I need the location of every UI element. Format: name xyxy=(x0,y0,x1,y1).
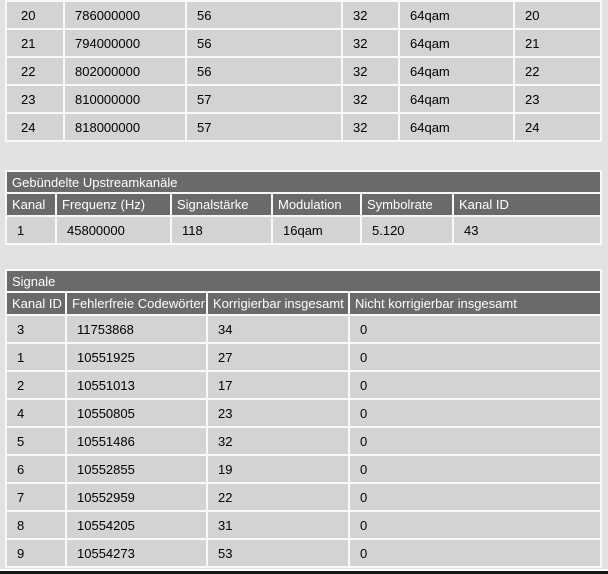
table-row xyxy=(7,428,600,454)
channel-id-cell: 1 xyxy=(7,344,65,370)
channel-id-cell: 8 xyxy=(7,512,65,538)
table-row xyxy=(7,30,600,56)
table-row xyxy=(7,2,600,28)
uncorrectable-cell: 0 xyxy=(350,428,600,454)
table-row xyxy=(7,456,600,482)
snr-cell: 32 xyxy=(343,2,398,28)
correctable-cell: 34 xyxy=(208,316,348,342)
table-row xyxy=(7,58,600,84)
channel-id-cell: 22 xyxy=(515,58,600,84)
frequency-cell: 818000000 xyxy=(65,114,185,140)
upstream-table-title: Gebündelte Upstreamkanäle xyxy=(7,172,600,192)
column-header-modulation: Modulation xyxy=(273,194,360,215)
table-row xyxy=(7,484,600,510)
signal-strength-cell: 57 xyxy=(187,114,341,140)
channel-cell: 20 xyxy=(7,2,63,28)
table-row xyxy=(7,344,600,370)
modulation-cell: 64qam xyxy=(400,30,513,56)
symbolrate-cell: 5.120 xyxy=(362,217,452,243)
channel-cell: 22 xyxy=(7,58,63,84)
correctable-cell: 19 xyxy=(208,456,348,482)
codewords-cell: 11753868 xyxy=(67,316,206,342)
channel-id-cell: 20 xyxy=(515,2,600,28)
column-header-nicht-korrigierbar: Nicht korrigierbar insgesamt xyxy=(350,293,600,314)
frequency-cell: 802000000 xyxy=(65,58,185,84)
signal-strength-cell: 118 xyxy=(172,217,271,243)
column-header-symbolrate: Symbolrate xyxy=(362,194,452,215)
uncorrectable-cell: 0 xyxy=(350,512,600,538)
modulation-cell: 64qam xyxy=(400,58,513,84)
table-row xyxy=(7,540,600,566)
codewords-cell: 10551486 xyxy=(67,428,206,454)
uncorrectable-cell: 0 xyxy=(350,344,600,370)
codewords-cell: 10554273 xyxy=(67,540,206,566)
correctable-cell: 17 xyxy=(208,372,348,398)
uncorrectable-cell: 0 xyxy=(350,316,600,342)
channel-id-cell: 24 xyxy=(515,114,600,140)
table-title-row xyxy=(7,271,600,291)
table-row xyxy=(7,217,600,243)
signals-table xyxy=(5,269,602,568)
channel-id-cell: 2 xyxy=(7,372,65,398)
codewords-cell: 10551013 xyxy=(67,372,206,398)
table-row xyxy=(7,400,600,426)
correctable-cell: 22 xyxy=(208,484,348,510)
column-header-fehlerfreie-codewoerter: Fehlerfreie Codewörter xyxy=(67,293,206,314)
table-row xyxy=(7,316,600,342)
channel-id-cell: 5 xyxy=(7,428,65,454)
correctable-cell: 27 xyxy=(208,344,348,370)
channel-cell: 23 xyxy=(7,86,63,112)
table-row xyxy=(7,372,600,398)
downstream-channels-table xyxy=(5,0,602,142)
codewords-cell: 10552959 xyxy=(67,484,206,510)
signal-strength-cell: 56 xyxy=(187,2,341,28)
snr-cell: 32 xyxy=(343,86,398,112)
table-row xyxy=(7,114,600,140)
codewords-cell: 10550805 xyxy=(67,400,206,426)
column-header-kanal-id: Kanal ID xyxy=(454,194,600,215)
frequency-cell: 786000000 xyxy=(65,2,185,28)
frequency-cell: 794000000 xyxy=(65,30,185,56)
table-row xyxy=(7,512,600,538)
signals-table-title: Signale xyxy=(7,271,600,291)
column-header-kanal-id: Kanal ID xyxy=(7,293,65,314)
modulation-cell: 64qam xyxy=(400,114,513,140)
codewords-cell: 10554205 xyxy=(67,512,206,538)
signal-strength-cell: 56 xyxy=(187,30,341,56)
channel-id-cell: 4 xyxy=(7,400,65,426)
codewords-cell: 10551925 xyxy=(67,344,206,370)
channel-id-cell: 23 xyxy=(515,86,600,112)
snr-cell: 32 xyxy=(343,58,398,84)
upstream-channels-table xyxy=(5,170,602,245)
table-header-row xyxy=(7,194,600,215)
channel-cell: 21 xyxy=(7,30,63,56)
modulation-cell: 64qam xyxy=(400,2,513,28)
column-header-kanal: Kanal xyxy=(7,194,55,215)
channel-id-cell: 7 xyxy=(7,484,65,510)
channel-id-cell: 43 xyxy=(454,217,600,243)
column-header-signalstaerke: Signalstärke xyxy=(172,194,271,215)
correctable-cell: 23 xyxy=(208,400,348,426)
modulation-cell: 64qam xyxy=(400,86,513,112)
correctable-cell: 53 xyxy=(208,540,348,566)
signal-strength-cell: 57 xyxy=(187,86,341,112)
uncorrectable-cell: 0 xyxy=(350,456,600,482)
frequency-cell: 45800000 xyxy=(57,217,170,243)
frequency-cell: 810000000 xyxy=(65,86,185,112)
table-row xyxy=(7,86,600,112)
channel-cell: 1 xyxy=(7,217,55,243)
column-header-korrigierbar: Korrigierbar insgesamt xyxy=(208,293,348,314)
snr-cell: 32 xyxy=(343,114,398,140)
uncorrectable-cell: 0 xyxy=(350,540,600,566)
channel-id-cell: 21 xyxy=(515,30,600,56)
channel-id-cell: 9 xyxy=(7,540,65,566)
channel-id-cell: 6 xyxy=(7,456,65,482)
table-header-row xyxy=(7,293,600,314)
column-header-frequenz: Frequenz (Hz) xyxy=(57,194,170,215)
channel-id-cell: 3 xyxy=(7,316,65,342)
table-title-row xyxy=(7,172,600,192)
uncorrectable-cell: 0 xyxy=(350,400,600,426)
codewords-cell: 10552855 xyxy=(67,456,206,482)
channel-cell: 24 xyxy=(7,114,63,140)
snr-cell: 32 xyxy=(343,30,398,56)
correctable-cell: 31 xyxy=(208,512,348,538)
uncorrectable-cell: 0 xyxy=(350,372,600,398)
modulation-cell: 16qam xyxy=(273,217,360,243)
correctable-cell: 32 xyxy=(208,428,348,454)
signal-strength-cell: 56 xyxy=(187,58,341,84)
uncorrectable-cell: 0 xyxy=(350,484,600,510)
